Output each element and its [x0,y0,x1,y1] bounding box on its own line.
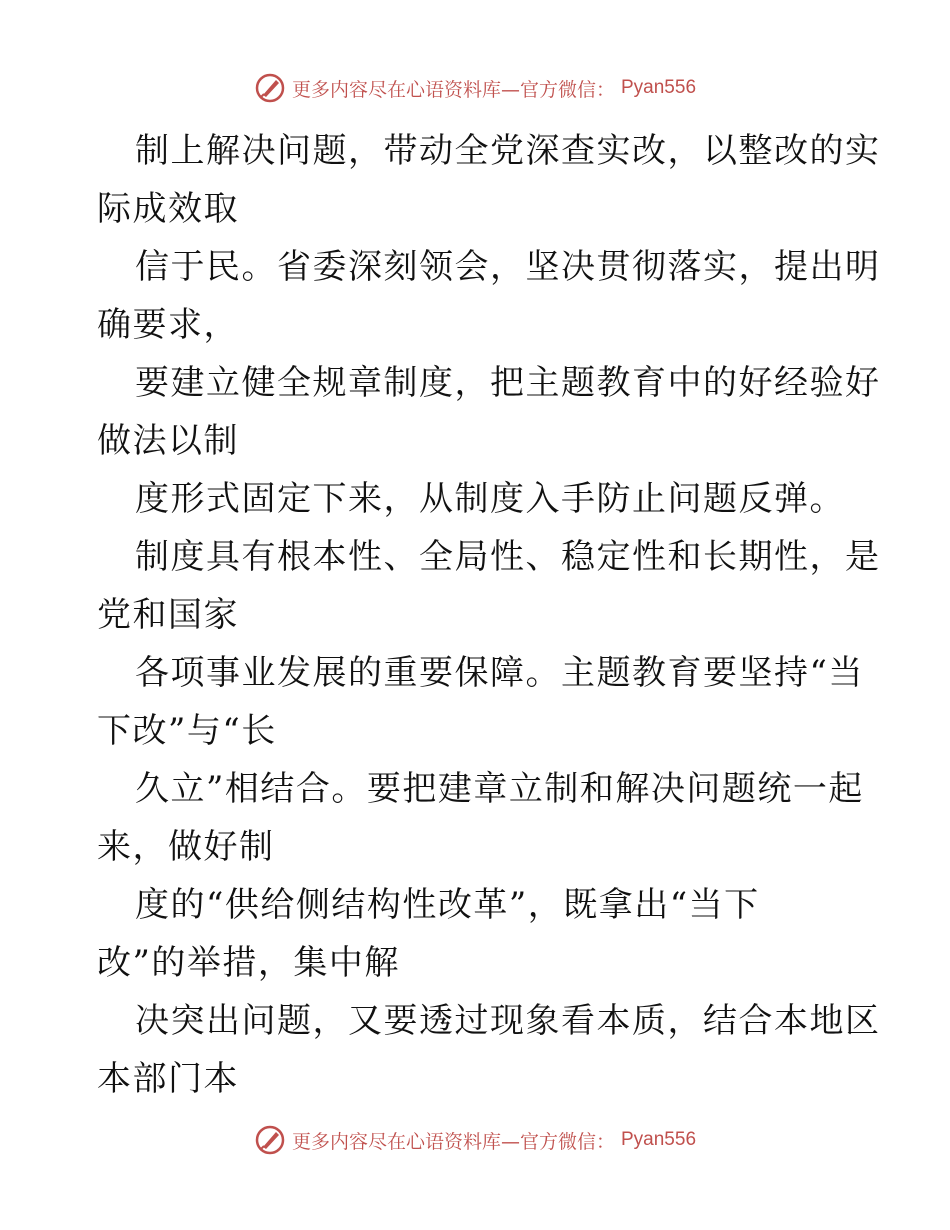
paragraph [97,992,881,1108]
paragraph-line: 各项事业发展的重要保障。主题教育要坚持“当 [135,653,864,693]
paragraph [97,238,881,354]
paragraph-line: 改”的举措，集中解 [97,943,400,983]
header-banner [0,72,950,104]
paragraph-line: 久立”相结合。要把建章立制和解决问题统一起 [135,769,864,809]
paragraph-line: 际成效取 [97,189,239,229]
paragraph [97,876,857,992]
document-body [97,122,881,1108]
paragraph-line: 做法以制 [97,421,239,461]
paragraph-line: 来，做好制 [97,827,275,867]
paragraph [97,644,864,760]
footer-banner-text: 更多内容尽在心语资料库—官方微信： [291,1130,615,1153]
paragraph-line: 度的“供给侧结构性改革”，既拿出“当下 [135,885,760,925]
paragraph-line: 要建立健全规章制度，把主题教育中的好经验好 [135,363,881,403]
paragraph-line: 信于民。省委深刻领会，坚决贯彻落实，提出明 [135,247,881,287]
paragraph [97,528,881,644]
paragraph-line: 党和国家 [97,595,239,635]
header-banner-wechat-id: Pyan556 [621,77,697,98]
quill-pen-seal-icon [254,1124,286,1156]
paragraph [97,760,864,876]
paragraph [97,470,857,528]
paragraph [97,354,881,470]
paragraph [97,122,881,238]
paragraph-line: 本部门本 [97,1059,239,1099]
header-banner-text: 更多内容尽在心语资料库—官方微信： [291,78,615,101]
paragraph-line: 度形式固定下来，从制度入手防止问题反弹。 [135,479,845,519]
paragraph-line: 制度具有根本性、全局性、稳定性和长期性，是 [135,537,881,577]
footer-banner [0,1124,950,1156]
footer-banner-wechat-id: Pyan556 [621,1129,697,1150]
paragraph-line: 制上解决问题，带动全党深查实改，以整改的实 [135,131,881,171]
paragraph-line: 决突出问题，又要透过现象看本质，结合本地区 [135,1001,881,1041]
quill-pen-seal-icon [254,72,286,104]
paragraph-line: 确要求， [97,305,239,345]
paragraph-line: 下改”与“长 [97,711,277,751]
